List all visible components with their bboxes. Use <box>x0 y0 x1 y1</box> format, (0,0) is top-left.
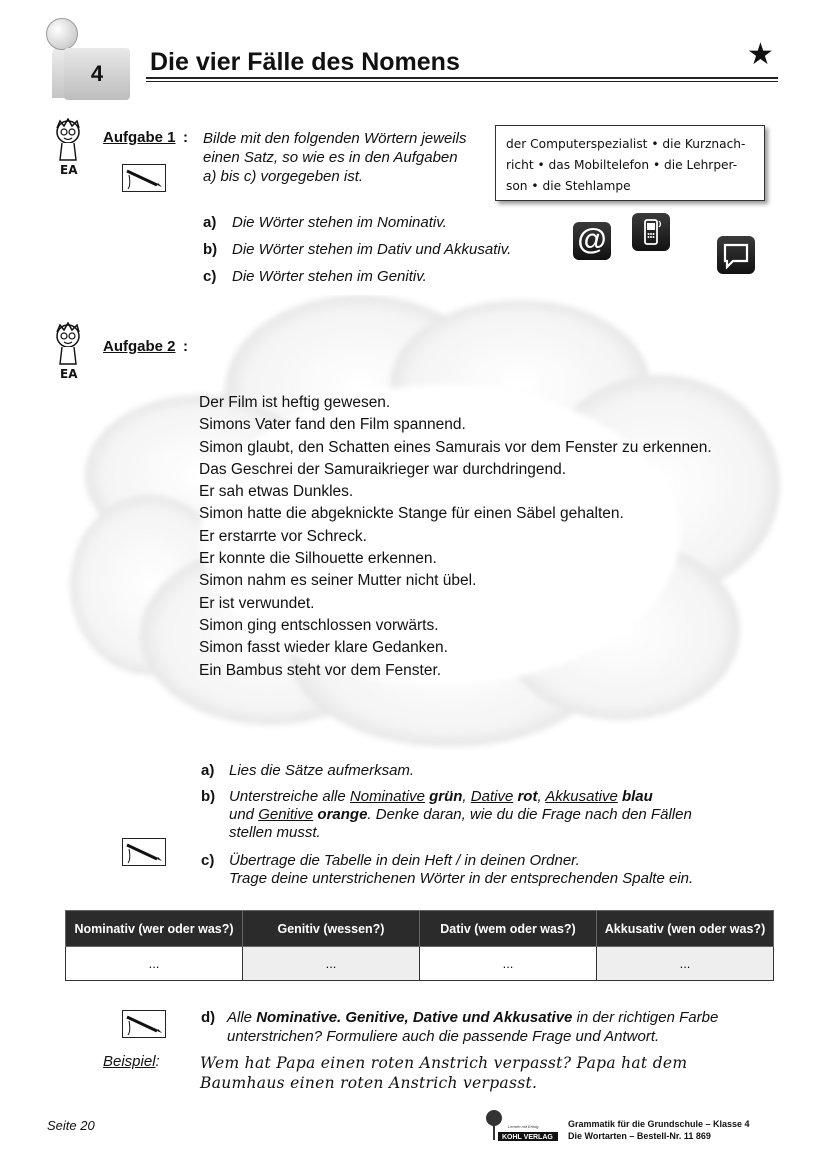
task1-item-b: b) Die Wörter stehen im Dativ und Akkusativ. <box>203 241 512 258</box>
writing-pen-icon <box>122 164 166 192</box>
ea-label: EA <box>60 367 78 381</box>
task2-item-d: d) Alle Nominative. Genitive, Dative und Akkusative in der richtigen Farbe unterstrichen? Formuliere auch die passende Frage und Antwort. <box>201 1009 719 1045</box>
sentence: Simon nahm es seiner Mutter nicht übel. <box>199 572 477 590</box>
title-underline-thin <box>146 81 778 82</box>
table-row <box>66 947 774 981</box>
page-number: Seite 20 <box>47 1118 95 1133</box>
difficulty-star-icon: ★ <box>747 38 774 71</box>
table-header-akkusativ: Akkusativ (wen oder was?) <box>597 911 774 947</box>
sentence: Er erstarrte vor Schreck. <box>199 527 367 545</box>
task2-item-c: c) Übertrage die Tabelle in dein Heft / in deinen Ordner. Trage deine unterstrichenen Wörter in der entsprechenden Spalte ein. <box>201 852 694 887</box>
writing-pen-icon <box>122 1010 166 1038</box>
color-blue: blau <box>621 788 653 805</box>
dative-word: Dative <box>470 788 514 805</box>
publisher-info: Grammatik für die Grundschule – Klasse 4 Die Wortarten – Bestell-Nr. 11 869 <box>568 1119 750 1141</box>
writing-pen-icon <box>122 838 166 866</box>
svg-text:Lernen mit Erfolg: Lernen mit Erfolg <box>508 1124 539 1129</box>
task1-item-c: c) Die Wörter stehen im Genitiv. <box>203 268 427 285</box>
sentence: Er sah etwas Dunkles. <box>199 483 354 501</box>
akkusative-word: Akkusative <box>545 788 618 805</box>
speech-bubble-icon <box>717 236 755 274</box>
word-box-line: son • die Stehlampe <box>506 179 631 193</box>
task2-label: Aufgabe 2 <box>103 338 176 355</box>
table-cell: ... <box>597 947 774 981</box>
task2-item-a: a) Lies die Sätze aufmerksam. <box>201 762 415 779</box>
sentence: Er ist verwundet. <box>199 594 315 612</box>
sentence: Simons Vater fand den Film spannend. <box>199 416 466 434</box>
sentence-list <box>199 392 712 682</box>
word-box-line: der Computerspezialist • die Kurznach- <box>506 137 746 151</box>
table-header-row <box>66 911 774 947</box>
sentence: Simon glaubt, den Schatten eines Samurais vor dem Fenster zu erkennen. <box>199 438 712 456</box>
table-cell: ... <box>420 947 597 981</box>
table-header-nominativ: Nominativ (wer oder was?) <box>66 911 243 947</box>
publisher-logo <box>482 1108 560 1144</box>
task1-instruction-line: einen Satz, so wie es in den Aufgaben <box>203 149 458 166</box>
sentence: Simon fasst wieder klare Gedanken. <box>199 639 448 657</box>
genitive-word: Genitive <box>258 806 314 823</box>
word-box-line: richt • das Mobiltelefon • die Lehrper- <box>506 158 738 172</box>
color-orange: orange <box>317 806 368 823</box>
at-sign-icon: @ <box>573 222 611 260</box>
nominative-word: Nominative <box>349 788 425 805</box>
color-red: rot <box>517 788 538 805</box>
task1-instruction <box>203 129 466 186</box>
sentence: Er konnte die Silhouette erkennen. <box>199 550 437 568</box>
sentence: Simon hatte die abgeknickte Stange für einen Säbel gehalten. <box>199 505 624 523</box>
task2-item-b: b) Unterstreiche alle Nominative grün, Dative rot, Akkusative blau und Genitive orange. Denke daran, wie du die Frage nach den Fällen stellen musst. <box>201 788 692 841</box>
mascot-head <box>46 18 78 50</box>
sentence: Der Film ist heftig gewesen. <box>199 394 391 411</box>
sentence: Das Geschrei der Samuraikrieger war durchdringend. <box>199 460 566 478</box>
case-table <box>65 910 774 981</box>
example-label: Beispiel: <box>103 1053 160 1070</box>
task2-colon: : <box>183 338 188 355</box>
mobile-phone-icon <box>632 213 670 251</box>
ea-label: EA <box>60 163 78 177</box>
task1-instruction-line: Bilde mit den folgenden Wörtern jeweils <box>203 130 467 147</box>
task1-colon: : <box>183 129 188 146</box>
table-cell: ... <box>66 947 243 981</box>
word-box <box>495 125 765 201</box>
sentence: Simon ging entschlossen vorwärts. <box>199 616 439 634</box>
sentence: Ein Bambus steht vor dem Fenster. <box>199 661 442 679</box>
task1-label: Aufgabe 1 <box>103 129 176 146</box>
table-header-genitiv: Genitiv (wessen?) <box>243 911 420 947</box>
task1-item-a: a) Die Wörter stehen im Nominativ. <box>203 214 447 231</box>
title-underline <box>146 77 778 79</box>
ea-student-icon <box>50 118 86 180</box>
page-title: Die vier Fälle des Nomens <box>150 48 460 76</box>
example-answer: Wem hat Papa einen roten Anstrich verpasst? Papa hat dem Baumhaus einen roten Anstrich verpasst. <box>200 1054 688 1092</box>
table-header-dativ: Dativ (wem oder was?) <box>420 911 597 947</box>
task1-instruction-line: a) bis c) vorgegeben ist. <box>203 168 364 185</box>
chapter-number-badge: 4 <box>64 48 130 100</box>
table-cell: ... <box>243 947 420 981</box>
svg-text:KOHL VERLAG: KOHL VERLAG <box>502 1134 553 1141</box>
color-green: grün <box>429 788 463 805</box>
task1-items <box>203 209 511 290</box>
